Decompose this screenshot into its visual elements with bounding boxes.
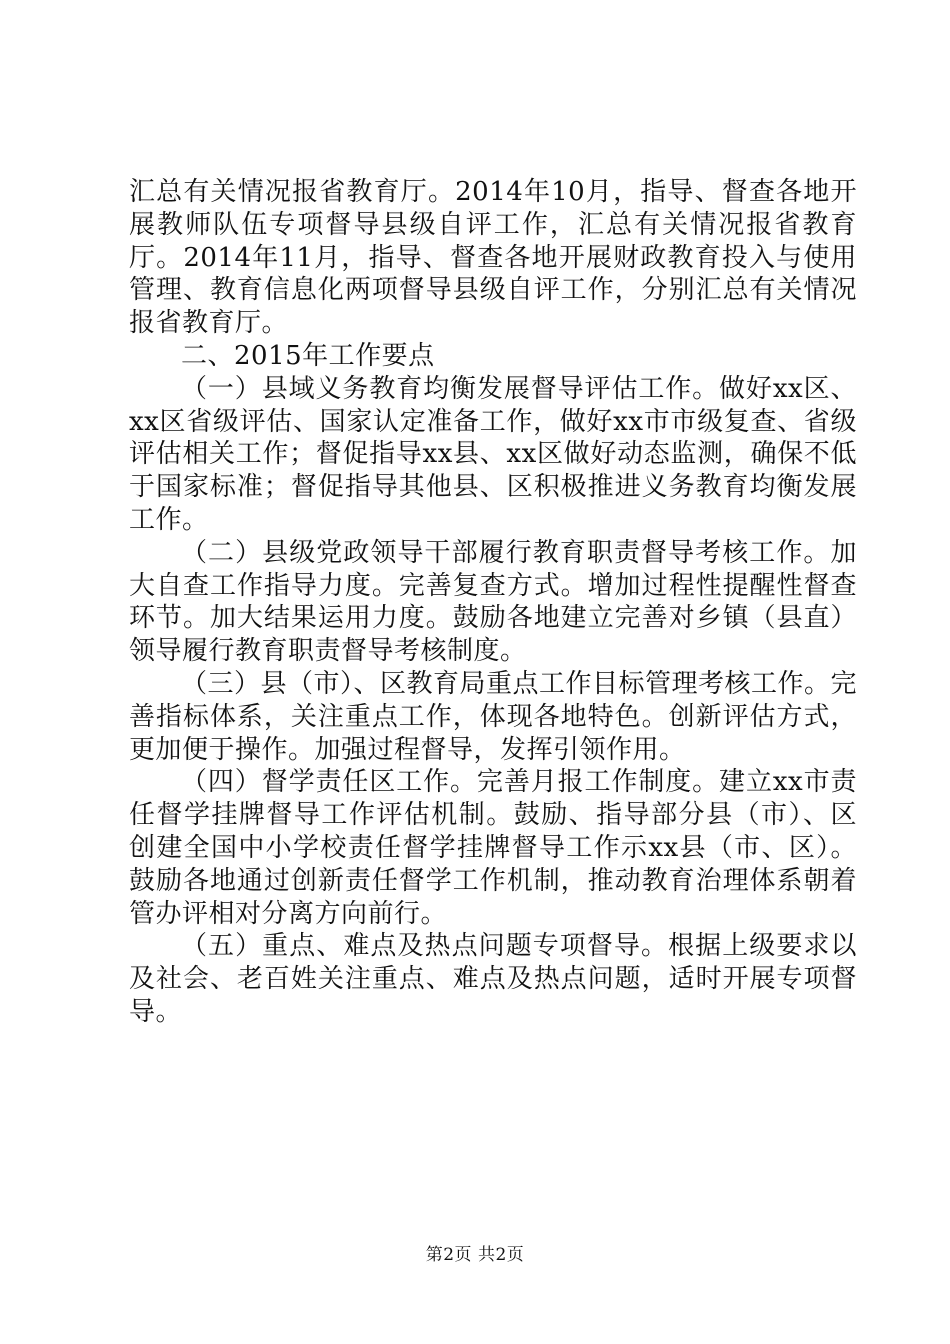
paragraph-continuation: 汇总有关情况报省教育厅。2014年10月，指导、督查各地开展教师队伍专项督导县级自评工作，汇总有关情况报省教育厅。2014年11月，指导、督查各地开展财政教育投入与使用管理、教育信息化两项督导县级自评工作，分别汇总有关情况报省教育厅。 — [129, 177, 857, 339]
section-heading-2015-key-points: 二、2015年工作要点 — [181, 340, 435, 371]
document-body — [129, 176, 857, 1029]
paragraph-item-4: （四）督学责任区工作。完善月报工作制度。建立xx市责任督学挂牌督导工作评估机制。鼓励、指导部分县（市）、区创建全国中小学校责任督学挂牌督导工作示xx县（市、区）。鼓励各地通过创新责任督学工作机制，推动教育治理体系朝着管办评相对分离方向前行。 — [129, 767, 857, 929]
paragraph-item-1: （一）县域义务教育均衡发展督导评估工作。做好xx区、xx区省级评估、国家认定准备工作，做好xx市市级复查、省级评估相关工作；督促指导xx县、xx区做好动态监测，确保不低于国家标准；督促指导其他县、区积极推进义务教育均衡发展工作。 — [129, 373, 857, 535]
paragraph-item-2: （二）县级党政领导干部履行教育职责督导考核工作。加大自查工作指导力度。完善复查方式。增加过程性提醒性督查环节。加大结果运用力度。鼓励各地建立完善对乡镇（县直）领导履行教育职责督导考核制度。 — [129, 537, 857, 667]
paragraph-item-3: （三）县（市）、区教育局重点工作目标管理考核工作。完善指标体系，关注重点工作，体现各地特色。创新评估方式，更加便于操作。加强过程督导，发挥引领作用。 — [129, 668, 858, 765]
page-number-footer: 第2页 共2页 — [425, 1245, 525, 1265]
paragraph-item-5: （五）重点、难点及热点问题专项督导。根据上级要求以及社会、老百姓关注重点、难点及热点问题，适时开展专项督导。 — [129, 931, 857, 1027]
